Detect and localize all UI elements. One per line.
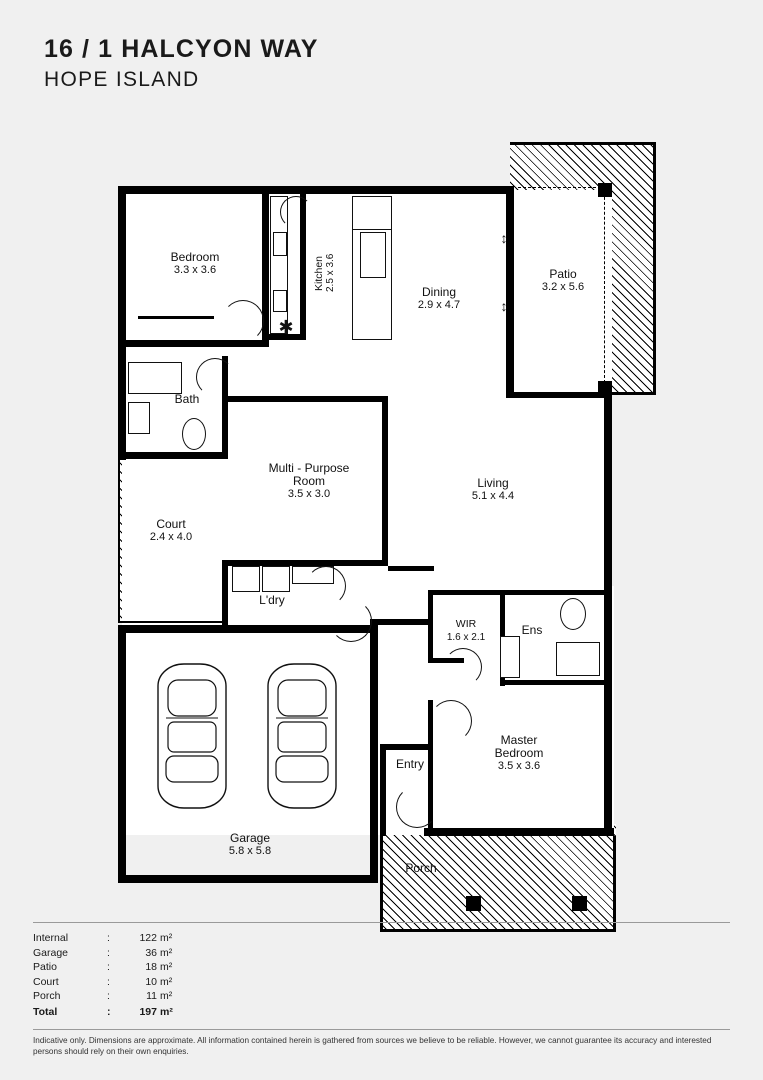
laundry-washer [262,566,290,592]
garage-door-threshold [126,878,370,881]
exterior-wall-mid-bottom [370,619,432,625]
room-label-bedroom [135,251,255,277]
porch-hatch [380,824,616,932]
area-unit: m² [160,946,173,959]
porch-wall-left [380,836,383,932]
property-address: 16 / 1 HALCYON WAY [44,35,319,63]
area-separator: : [107,975,110,988]
door-bedroom [222,300,264,342]
exterior-wall-master-right [604,600,612,836]
door-kitchen-pantry [280,196,312,228]
room-name: Porch [405,861,437,875]
wall-wir-right [500,590,505,636]
wall-wir-top [428,590,608,595]
slider-arrow-living: ↕ [500,298,508,314]
area-table [33,931,173,1019]
exterior-wall-master-bottom [424,828,614,836]
exterior-wall-left-upper [118,186,126,358]
area-unit: m² [160,975,173,988]
window-bedroom-left [138,316,214,319]
room-label-living [438,477,548,503]
table-row [33,960,173,975]
area-label: Internal [33,932,69,944]
kitchen-star-marker: ✱ [278,317,294,337]
room-dim: 3.2 x 5.6 [541,281,585,293]
room-label-ldry [232,594,312,607]
table-row [33,946,173,961]
room-label-multipurpose [238,462,380,501]
bath-tub [128,362,182,394]
kitchen-fridge [360,232,386,278]
room-name: Master [500,733,538,747]
room-name: Court [156,517,186,531]
exterior-wall-garage-right [370,625,378,883]
total-label: Total [33,1005,58,1018]
wall-multipurpose-right [382,396,388,566]
window-master-right [606,720,609,790]
total-value: 197 [139,1005,157,1018]
room-name: Living [477,476,509,490]
window-garage-left [180,627,240,630]
total-separator: : [107,1005,111,1018]
room-name: Garage [229,831,271,845]
divider-bottom [33,1029,730,1030]
area-unit: m² [160,990,173,1002]
room-name: Bath [174,392,200,406]
room-label-wir [432,618,500,644]
car-right-icon [262,660,342,812]
area-label: Court [33,975,59,988]
room-label-patio [508,268,618,294]
room-name: L'dry [259,593,285,607]
garage-wall-left [118,625,126,883]
area-label: Porch [33,990,61,1002]
room-label-court [118,518,224,544]
laundry-tub [232,566,260,592]
area-value: 18 [145,961,157,973]
wall-hall-top [228,396,388,402]
room-dim: 5.1 x 4.4 [471,490,515,502]
room-name: Patio [549,267,577,281]
property-suburb: HOPE ISLAND [44,68,200,91]
room-name: Multi - Purpose [268,461,350,475]
patio-wall-bottom [510,392,656,395]
room-name-2: Bedroom [494,746,544,760]
exterior-wall-left-bath [118,356,126,460]
divider-top [33,922,730,923]
bath-toilet [182,418,206,450]
patio-post-top [598,183,612,197]
room-label-kitchen [313,228,337,318]
porch-post-right [572,896,587,911]
patio-post-bottom [598,381,612,395]
porch-post-left [466,896,481,911]
wall-living-master [388,566,434,571]
wall-bath-bottom [122,452,228,458]
patio-wall-top [510,142,656,145]
door-bath [196,358,234,396]
area-separator: : [107,932,110,944]
area-separator: : [107,946,110,959]
door-wir [444,648,482,686]
room-dim: 3.3 x 3.6 [173,264,217,276]
exterior-wall-entry-top [380,744,432,750]
room-dim: 3.5 x 3.6 [497,760,541,772]
room-name: Kitchen [313,255,325,291]
room-dim: 2.5 x 3.6 [325,253,336,293]
table-row [33,975,173,990]
table-row [33,989,173,1004]
patio-wall-right [653,142,656,395]
slider-arrow-dining: ↕ [500,230,508,246]
porch-wall-right [613,836,616,932]
total-unit: m² [160,1005,173,1018]
wall-ens-bottom [500,680,608,685]
room-label-dining [386,286,492,312]
room-dim: 2.4 x 4.0 [149,531,193,543]
table-row-total [33,1004,173,1020]
court-wall-bottom [118,621,228,623]
area-separator: : [107,961,110,973]
room-label-master [458,734,580,773]
area-label: Patio [33,961,57,973]
room-name: Ens [521,623,543,637]
wall-ldry-left [222,560,228,625]
room-label-garage [186,832,314,858]
door-entry [396,786,438,828]
door-ldry [306,566,346,606]
area-value: 11 [146,990,157,1002]
table-row [33,931,173,946]
car-left-icon [152,660,232,812]
room-dim: 5.8 x 5.8 [228,845,272,857]
room-name: Dining [421,285,457,299]
area-label: Garage [33,946,69,959]
ensuite-shower [556,642,600,676]
area-value: 122 [139,932,157,944]
door-garage-internal [330,600,372,642]
kitchen-upper-bench [352,196,392,230]
room-label-entry [382,758,438,771]
kitchen-cooktop [273,232,287,256]
disclaimer-text: Indicative only. Dimensions are approximate. All information contained herein is gathered from sources we believe to be reliable. However, we cannot guarantee its accuracy and interested persons should rely on their own enquiries. [33,1036,712,1056]
ensuite-toilet [560,598,586,630]
room-name: WIR [455,618,477,630]
room-label-porch [386,862,456,875]
room-dim: 1.6 x 2.1 [446,632,486,643]
bath-vanity [128,402,150,434]
area-value: 36 [145,946,157,959]
kitchen-sink [273,290,287,312]
room-dim: 2.9 x 4.7 [417,299,461,311]
room-name: Entry [395,757,424,771]
room-label-bath [150,393,224,406]
area-unit: m² [160,961,173,973]
area-schedule [33,931,173,1019]
room-label-ens [508,624,556,637]
room-name: Bedroom [170,250,220,264]
exterior-wall-top [118,186,514,194]
porch-wall-bottom [380,929,616,932]
ensuite-vanity [500,636,520,678]
room-dim: 3.5 x 3.0 [287,488,331,500]
window-living-right [606,430,609,510]
area-separator: : [107,990,110,1002]
area-value: 10 [145,975,157,988]
area-unit: m² [160,932,173,944]
room-name-2: Room [292,474,325,488]
